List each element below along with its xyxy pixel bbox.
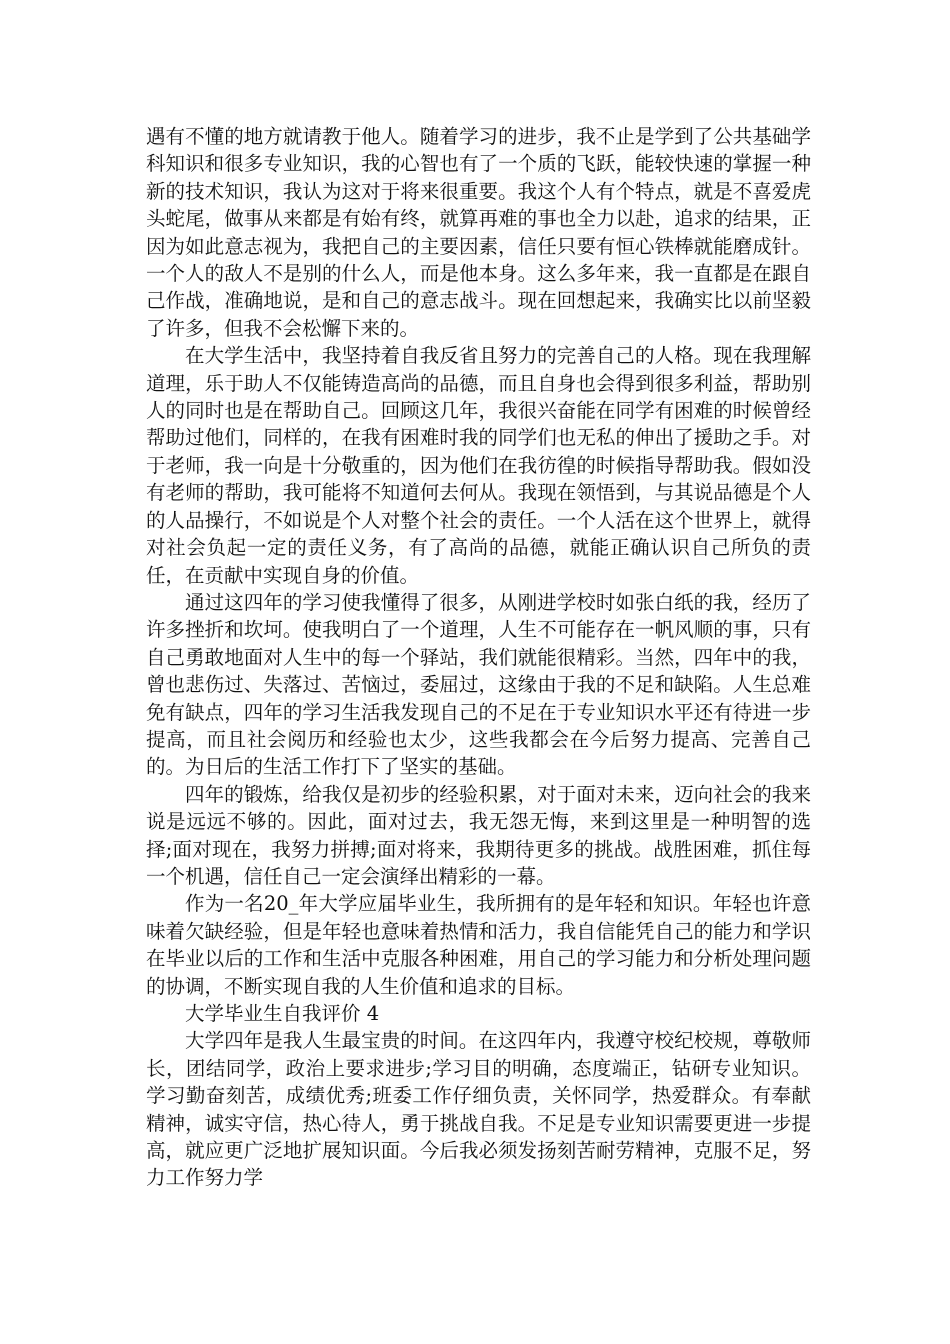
paragraph-four-years-learning: 通过这四年的学习使我懂得了很多，从刚进学校时如张白纸的我，经历了许多挫折和坎坷。使我明白了一个道理，人生不可能存在一帆风顺的事，只有自己勇敢地面对人生中的每一个驿站，我们就能很精彩。当然，四年中的我，曾也悲伤过、失落过、苦恼过，委屈过，这缘由于我的不足和缺陷。人生总难免有缺点，四年的学习生活我发现自己的不足在于专业知识水平还有待进一步提高，而且社会阅历和经验也太少，这些我都会在今后努力提高、完善自己的。为日后的生活工作打下了坚实的基础。 [146, 590, 811, 779]
paragraph-experience: 四年的锻炼，给我仅是初步的经验积累，对于面对未来，迈向社会的我来说是远远不够的。因此，面对过去，我无怨无悔，来到这里是一种明智的选择;面对现在，我努力拼搏;面对将来，我期待更多的挑战。战胜困难，抓住每一个机遇，信任自己一定会演绎出精彩的一幕。 [146, 782, 811, 888]
paragraph-personality: 在大学生活中，我坚持着自我反省且努力的完善自己的人格。现在我理解道理，乐于助人不仅能铸造高尚的品德，而且自身也会得到很多利益，帮助别人的同时也是在帮助自己。回顾这几年，我很兴奋能在同学有困难的时候曾经帮助过他们，同样的，在我有困难时我的同学们也无私的伸出了援助之手。对于老师，我一向是十分敬重的，因为他们在我彷徨的时候指导帮助我。假如没有老师的帮助，我可能将不知道何去何从。我现在领悟到，与其说品德是个人的人品操行，不如说是个人对整个社会的责任。一个人活在这个世界上，就得对社会负起一定的责任义务，有了高尚的品德，就能正确认识自己所负的责任，在贡献中实现自身的价值。 [146, 344, 811, 587]
document-body [146, 123, 811, 1192]
paragraph-graduate: 作为一名20_年大学应届毕业生，我所拥有的是年轻和知识。年轻也许意味着欠缺经验，但是年轻也意味着热情和活力，我自信能凭自己的能力和学识在毕业以后的工作和生活中克服各种困难，用自己的学习能力和分析处理问题的协调，不断实现自我的人生价值和追求的目标。 [146, 892, 811, 998]
section-heading: 大学毕业生自我评价 4 [185, 1002, 380, 1025]
paragraph-final: 大学四年是我人生最宝贵的时间。在这四年内，我遵守校纪校规，尊敬师长，团结同学，政治上要求进步;学习目的明确，态度端正，钻研专业知识。学习勤奋刻苦，成绩优秀;班委工作仔细负责，关怀同学，热爱群众。有奉献精神，诚实守信，热心待人，勇于挑战自我。不足是专业知识需要更进一步提高，就应更广泛地扩展知识面。今后我必须发扬刻苦耐劳精神，克服不足，努力工作努力学 [146, 1029, 811, 1190]
paragraph-continuation: 遇有不懂的地方就请教于他人。随着学习的进步，我不止是学到了公共基础学科知识和很多专业知识，我的心智也有了一个质的飞跃，能较快速的掌握一种新的技术知识，我认为这对于将来很重要。我这个人有个特点，就是不喜爱虎头蛇尾，做事从来都是有始有终，就算再难的事也全力以赴，追求的结果，正因为如此意志视为，我把自己的主要因素，信任只要有恒心铁棒就能磨成针。一个人的敌人不是别的什么人，而是他本身。这么多年来，我一直都是在跟自己作战，准确地说，是和自己的意志战斗。现在回想起来，我确实比以前坚毅了许多，但我不会松懈下来的。 [146, 125, 811, 340]
